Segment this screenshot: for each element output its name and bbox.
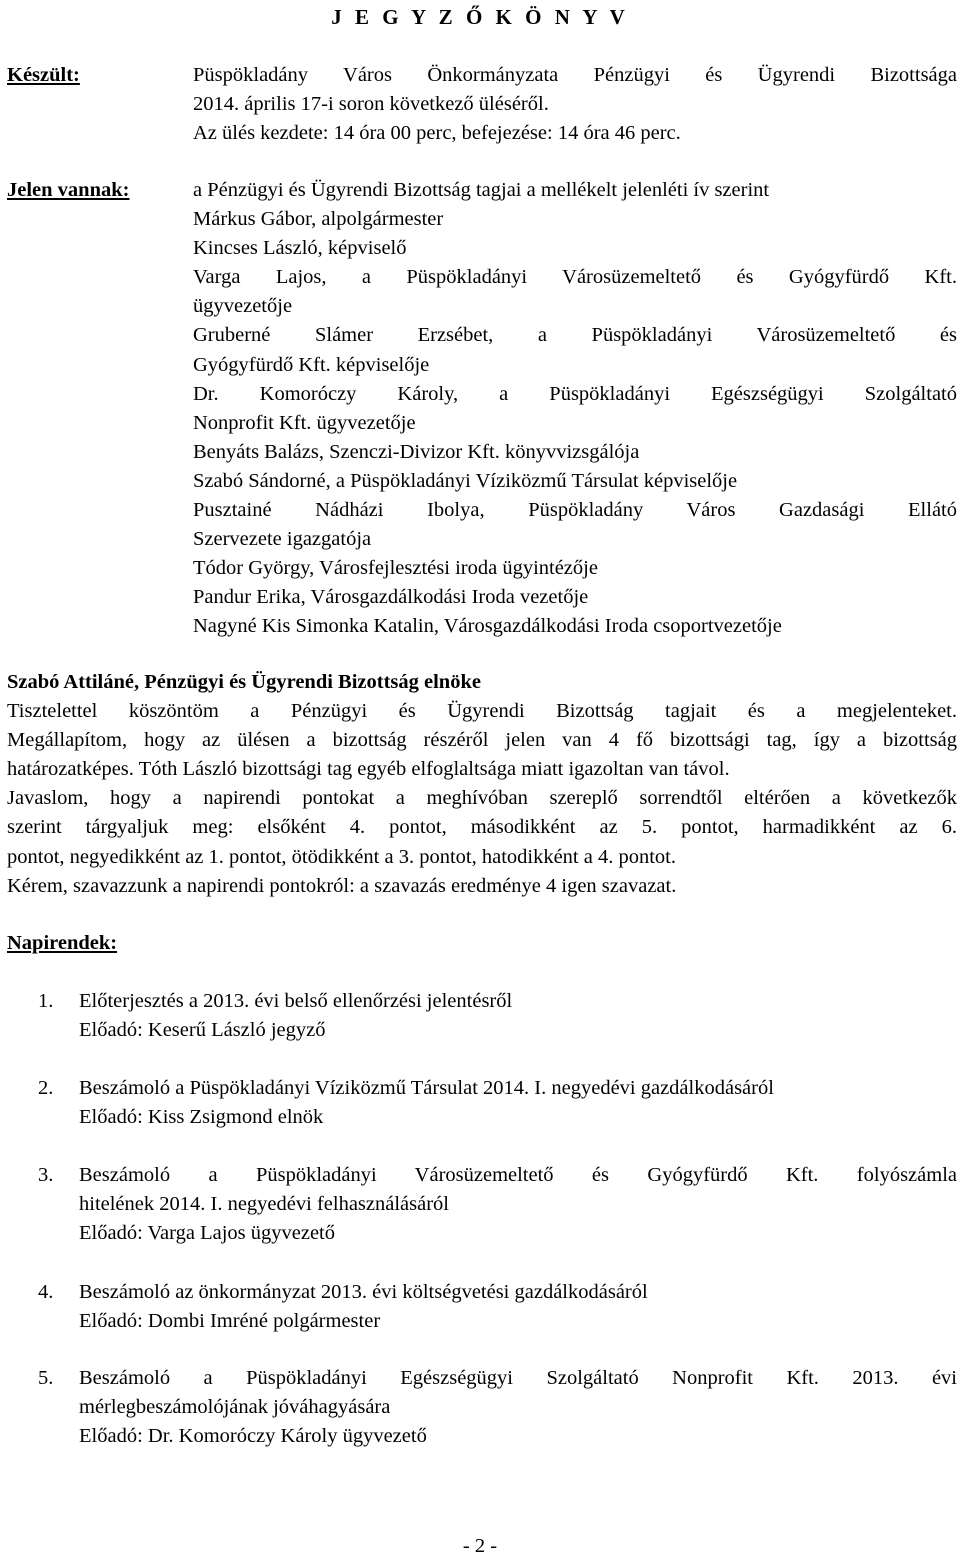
agenda-heading: Napirendek: — [7, 932, 118, 954]
attendee-line: Gyógyfürdő Kft. képviselője — [193, 353, 430, 376]
attendee-line: Pusztainé Nádházi Ibolya, Püspökladány Város Gazdasági Ellátó — [193, 499, 957, 522]
prepared-line: 2014. április 17-i soron következő üléséről. — [193, 93, 549, 116]
prepared-line: Püspökladány Város Önkormányzata Pénzügyi és Ügyrendi Bizottsága — [193, 64, 957, 86]
attendee-line: Nonprofit Kft. ügyvezetője — [193, 411, 416, 434]
agenda-item-number: 4. — [38, 1281, 54, 1303]
agenda-item-number: 2. — [38, 1077, 54, 1099]
agenda-item-line: Előterjesztés a 2013. évi belső ellenőrzési jelentésről — [79, 990, 513, 1012]
attendee-line: Dr. Komoróczy Károly, a Püspökladányi Egészségügyi Szolgáltató — [193, 382, 957, 405]
attendee-line: Nagyné Kis Simonka Katalin, Városgazdálkodási Iroda csoportvezetője — [193, 615, 782, 638]
agenda-item-line: hitelének 2014. I. negyedévi felhasználásáról — [79, 1193, 449, 1216]
agenda-item-line: Beszámoló az önkormányzat 2013. évi költségvetési gazdálkodásáról — [79, 1281, 648, 1303]
attendee-line: Tódor György, Városfejlesztési iroda ügyintézője — [193, 557, 598, 580]
page-number: - 2 - — [462, 1535, 498, 1557]
agenda-item-body — [79, 1161, 957, 1248]
agenda-item-body — [79, 1278, 957, 1336]
prepared-text — [193, 61, 957, 148]
attendee-line: Benyáts Balázs, Szenczi-Divizor Kft. könyvvizsgálója — [193, 440, 640, 463]
attendee-line: Varga Lajos, a Püspökladányi Városüzemeltető és Gyógyfürdő Kft. — [193, 266, 957, 289]
attendee-line: Márkus Gábor, alpolgármester — [193, 208, 444, 231]
agenda-item-line: Beszámoló a Püspökladányi Víziközmű Társulat 2014. I. negyedévi gazdálkodásáról — [79, 1077, 774, 1099]
agenda-item-line: Előadó: Varga Lajos ügyvezető — [79, 1222, 335, 1245]
attendee-line: Szervezete igazgatója — [193, 528, 372, 551]
attendee-line: Szabó Sándorné, a Püspökladányi Víziközmű Társulat képviselője — [193, 469, 738, 492]
agenda-item-line: Előadó: Dr. Komoróczy Károly ügyvezető — [79, 1425, 427, 1448]
agenda-item-line: Beszámoló a Püspökladányi Városüzemeltető és Gyógyfürdő Kft. folyószámla — [79, 1164, 957, 1186]
chair-name: Szabó Attiláné, Pénzügyi és Ügyrendi Bizottság elnöke — [7, 671, 481, 693]
agenda-item-line: Beszámoló a Püspökladányi Egészségügyi Szolgáltató Nonprofit Kft. 2013. évi — [79, 1367, 957, 1389]
chair-speech-line: Javaslom, hogy a napirendi pontokat a meghívóban szereplő sorrendtől eltérően a következők — [7, 787, 957, 810]
document-title: J E G Y Z Ő K Ö N Y V — [331, 5, 629, 29]
agenda-item-body — [79, 1364, 957, 1451]
agenda-item-body — [79, 987, 957, 1045]
agenda-item-line: Előadó: Dombi Imréné polgármester — [79, 1310, 381, 1333]
agenda-item-number: 5. — [38, 1367, 54, 1389]
chair-speech-line: Tisztelettel köszöntöm a Pénzügyi és Ügyrendi Bizottság tagjait és a megjelenteket. — [7, 700, 957, 723]
chair-speech-line: határozatképes. Tóth László bizottsági tag egyéb elfoglaltsága miatt igazoltan van távol. — [7, 758, 730, 781]
attendees-list — [193, 176, 957, 642]
prepared-label: Készült: — [7, 64, 80, 86]
prepared-line: Az ülés kezdete: 14 óra 00 perc, befejezése: 14 óra 46 perc. — [193, 122, 681, 145]
agenda-item-number: 3. — [38, 1164, 54, 1186]
agenda-item-number: 1. — [38, 990, 54, 1012]
attendee-line: Pandur Erika, Városgazdálkodási Iroda vezetője — [193, 586, 589, 609]
chair-speech-line: Kérem, szavazzunk a napirendi pontokról: a szavazás eredménye 4 igen szavazat. — [7, 874, 677, 897]
chair-section — [7, 668, 957, 901]
attendees-label: Jelen vannak: — [7, 179, 130, 201]
chair-speech-line: szerint tárgyaljuk meg: elsőként 4. pontot, másodikként az 5. pontot, harmadikként az 6. — [7, 816, 957, 839]
agenda-item-line: Előadó: Kiss Zsigmond elnök — [79, 1106, 324, 1129]
chair-speech-line: Megállapítom, hogy az ülésen a bizottság részéről jelen van 4 fő bizottsági tag, így a bizottság — [7, 729, 957, 752]
agenda-item-line: Előadó: Keserű László jegyző — [79, 1019, 326, 1042]
attendee-line: Gruberné Slámer Erzsébet, a Püspökladányi Városüzemeltető és — [193, 324, 957, 347]
agenda-item-line: mérlegbeszámolójának jóváhagyására — [79, 1396, 391, 1419]
chair-speech-line: pontot, negyedikként az 1. pontot, ötödikként a 3. pontot, hatodikként a 4. pontot. — [7, 845, 676, 868]
agenda-item-body — [79, 1074, 957, 1132]
attendee-line: ügyvezetője — [193, 295, 293, 318]
attendee-line: a Pénzügyi és Ügyrendi Bizottság tagjai a mellékelt jelenléti ív szerint — [193, 179, 770, 201]
attendee-line: Kincses László, képviselő — [193, 237, 407, 260]
